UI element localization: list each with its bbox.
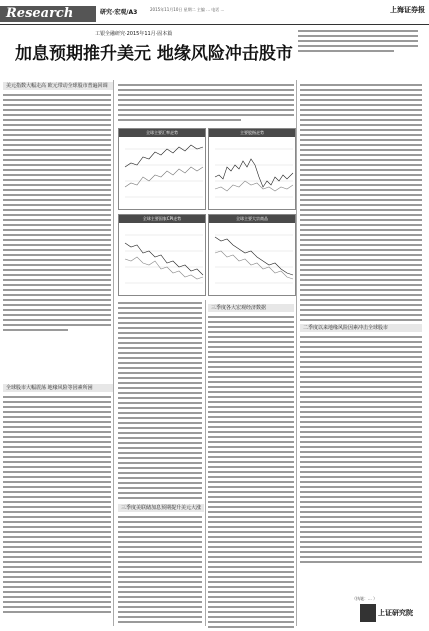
section-title-5: 二季度以来地缘风险因素冲击全球股市 <box>300 324 422 332</box>
chart-4-plot <box>209 223 295 295</box>
chart-1-title: 全球主要汇率走势 <box>119 129 205 137</box>
newspaper-name: 上海证券报 <box>390 5 425 14</box>
right-column-text-2 <box>300 336 422 566</box>
column-divider-1 <box>113 80 114 626</box>
chart-2 <box>208 128 296 210</box>
left-column-text-1 <box>3 94 111 334</box>
abstract-text <box>118 84 294 124</box>
masthead-logo-text: Research <box>6 6 74 21</box>
chart-3-plot <box>119 223 205 295</box>
banner-headline: 加息预期推升美元 地缘风险冲击股市 <box>15 44 293 64</box>
chart-2-plot <box>209 137 295 209</box>
brand-logo-icon <box>360 604 376 622</box>
chart-3 <box>118 214 206 296</box>
masthead-rule <box>0 24 429 25</box>
footer-author-note: （执笔：... ） <box>352 596 378 601</box>
chart-2-title: 主要股指走势 <box>209 129 295 137</box>
footer-brand: 上证研究院 <box>378 609 413 617</box>
mid-column-text-2 <box>118 516 202 626</box>
column-divider-2 <box>205 300 206 626</box>
chart-4 <box>208 214 296 296</box>
left-column-text-2 <box>3 396 111 616</box>
section-title-3: 三季度美联储加息预期提升美元大涨 <box>118 504 204 512</box>
chart-3-title: 全球主要国家CPI走势 <box>119 215 205 223</box>
mid-column-text-3 <box>208 316 294 631</box>
section-title-4: 三季度各大宏观经济数据 <box>208 304 294 312</box>
chart-4-title: 全球主要大宗商品 <box>209 215 295 223</box>
banner-kicker: 工银全融研究·2015年11月·固本篇 <box>95 31 173 37</box>
footer-brand-block <box>360 604 424 622</box>
dateline: 2015年11月10日 星期二 主编 ... 电话 ... <box>150 7 225 12</box>
section-title-1: 美元指数大幅走高 欧元带动全球股市普遍回调 <box>3 82 114 90</box>
section-title-2: 全球股市大幅震荡 地缘风险等因素所困 <box>3 384 114 392</box>
mid-column-text-1 <box>118 302 202 502</box>
right-column-text-1 <box>300 84 422 324</box>
chart-1 <box>118 128 206 210</box>
column-divider-3 <box>296 80 297 626</box>
chart-1-plot <box>119 137 205 209</box>
section-label: 研究·宏观/A3 <box>100 9 138 16</box>
banner <box>0 28 293 78</box>
right-header-note <box>298 30 418 55</box>
